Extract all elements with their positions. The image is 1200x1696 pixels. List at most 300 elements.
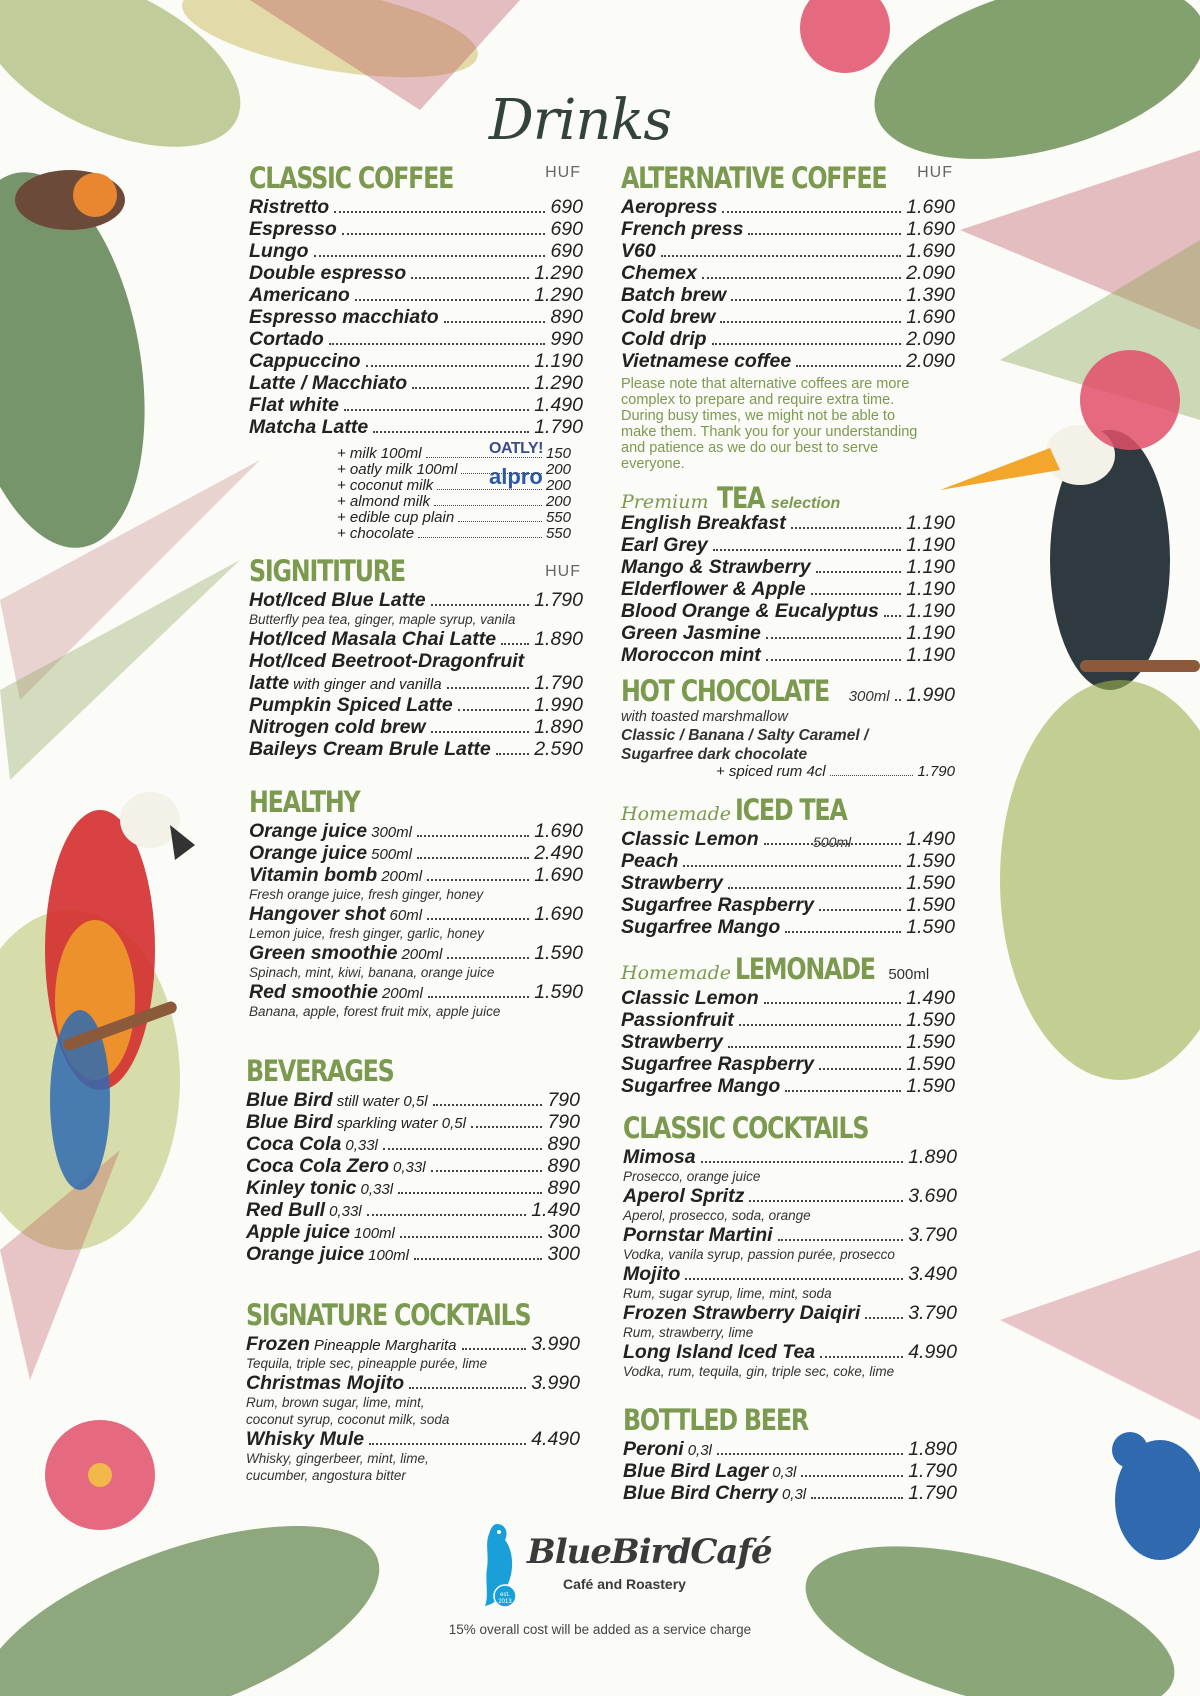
- dot-leader: [314, 255, 546, 257]
- item-price: 300: [547, 1243, 580, 1265]
- menu-item: [623, 1224, 957, 1246]
- item-size: 0,33l: [360, 1181, 394, 1198]
- menu-item: [249, 650, 583, 672]
- item-price: 1.790: [534, 672, 583, 694]
- item-size: 0,33l: [329, 1203, 362, 1220]
- dot-leader: [766, 637, 901, 639]
- item-name: Ristretto: [249, 196, 330, 218]
- section-heading: ALTERNATIVE COFFEE: [621, 161, 887, 195]
- item-price: 1.790: [908, 1482, 957, 1504]
- lemonade-prefix: Homemade: [621, 962, 732, 984]
- item-name: French press: [621, 218, 744, 240]
- item-price: 3.790: [908, 1224, 957, 1246]
- item-name: Batch brew: [621, 284, 727, 306]
- item-name: Blood Orange & Eucalyptus: [621, 600, 879, 622]
- dot-leader: [329, 343, 546, 345]
- item-name: latte: [249, 672, 290, 694]
- dot-leader: [778, 1239, 904, 1241]
- lemonade-size: 500ml: [888, 966, 930, 983]
- dot-leader: [722, 211, 901, 213]
- dot-leader: [431, 604, 530, 606]
- dot-leader: [458, 521, 542, 522]
- item-price: 1.590: [906, 1031, 955, 1053]
- item-price: 1.190: [906, 622, 955, 644]
- item-price: 3.990: [531, 1333, 580, 1355]
- item-price: 1.190: [906, 556, 955, 578]
- menu-item: [621, 850, 955, 872]
- note-line: complex to prepare and require extra time.: [621, 392, 895, 408]
- item-name: English Breakfast: [621, 512, 786, 534]
- dot-leader: [369, 1443, 526, 1445]
- extra-row: [337, 446, 571, 462]
- dot-leader: [355, 299, 529, 301]
- dot-leader: [458, 709, 529, 711]
- section-heading: LEMONADE: [735, 952, 876, 986]
- menu-item: [621, 578, 955, 600]
- dot-leader: [427, 879, 529, 881]
- item-size: 500ml: [371, 846, 412, 863]
- dot-leader: [702, 277, 901, 279]
- item-name: Green Jasmine: [621, 622, 761, 644]
- item-price: 2.090: [906, 262, 955, 284]
- section-heading: CLASSIC COFFEE: [249, 161, 454, 195]
- left-column: [246, 0, 583, 1696]
- dot-leader: [427, 918, 529, 920]
- note-line: Please note that alternative coffees are more: [621, 376, 910, 392]
- menu-item: [249, 820, 583, 842]
- item-name: Cold brew: [621, 306, 716, 328]
- item-price: 1.790: [534, 416, 583, 438]
- item-size: 0,3l: [772, 1464, 797, 1481]
- dot-leader: [766, 659, 901, 661]
- bottled-beer-section: [623, 1402, 957, 1504]
- item-price: 690: [550, 196, 583, 218]
- menu-item: [623, 1146, 957, 1168]
- iced-tea-size: 500ml: [813, 834, 852, 850]
- dot-leader: [728, 1046, 901, 1048]
- menu-item: [249, 196, 583, 218]
- dot-leader: [428, 996, 529, 998]
- menu-item: [246, 1199, 580, 1221]
- item-name: Pornstar Martini: [623, 1224, 773, 1246]
- item-description: Banana, apple, forest fruit mix, apple juice: [249, 1004, 501, 1019]
- item-description: Rum, sugar syrup, lime, mint, soda: [623, 1286, 832, 1301]
- lemonade-section: [621, 951, 955, 1097]
- dot-leader: [412, 387, 529, 389]
- item-price: 2.090: [906, 350, 955, 372]
- palm-leaf-icon: [1000, 1250, 1200, 1420]
- item-description: Lemon juice, fresh ginger, garlic, honey: [249, 926, 484, 941]
- extra-row: + spiced rum 4cl 1.790: [716, 763, 955, 780]
- menu-item: [249, 416, 583, 438]
- logo-name: BlueBirdCafé: [527, 1532, 772, 1572]
- item-name: Blue Bird Cherry: [623, 1482, 778, 1504]
- item-name: Frozen Strawberry Daiqiri: [623, 1302, 861, 1324]
- menu-item: [623, 1185, 957, 1207]
- item-name: Coca Cola Zero: [246, 1155, 390, 1177]
- dot-leader: [701, 1161, 904, 1163]
- item-name: Latte / Macchiato: [249, 372, 408, 394]
- tea-section: [621, 480, 955, 666]
- dot-leader: [720, 321, 901, 323]
- extra-row: [337, 494, 571, 510]
- menu-item: [621, 644, 955, 666]
- dot-leader: [685, 1278, 903, 1280]
- item-name: Peach: [621, 850, 679, 872]
- milk-extras: [337, 446, 571, 542]
- menu-item: [249, 218, 583, 240]
- dot-leader: [712, 343, 902, 345]
- dot-leader: [417, 857, 529, 859]
- item-name: Sugarfree Raspberry: [621, 1053, 814, 1075]
- dot-leader: [801, 1475, 903, 1477]
- oatly-logo: OATLY!: [489, 440, 543, 457]
- extra-row: [337, 462, 571, 478]
- item-size: 60ml: [389, 907, 423, 924]
- dot-leader: [434, 505, 542, 506]
- tea-suffix: selection: [770, 495, 841, 512]
- menu-item: [249, 240, 583, 262]
- item-description: Spinach, mint, kiwi, banana, orange juice: [249, 965, 495, 980]
- section-heading: SIGNATURE COCKTAILS: [246, 1298, 531, 1332]
- menu-item: [623, 1482, 957, 1504]
- item-name: Mojito: [623, 1263, 681, 1285]
- menu-item: [623, 1341, 957, 1363]
- item-price: 1.690: [906, 240, 955, 262]
- menu-item: [246, 1428, 580, 1450]
- item-name: Sugarfree Raspberry: [621, 894, 814, 916]
- item-price: 890: [547, 1133, 580, 1155]
- item-size: with ginger and vanilla: [293, 676, 442, 693]
- item-description: Vodka, rum, tequila, gin, triple sec, coke, lime: [623, 1364, 895, 1379]
- section-heading: SIGNITITURE: [249, 554, 405, 588]
- item-price: 890: [547, 1177, 580, 1199]
- item-size: still water 0,5l: [336, 1093, 428, 1110]
- menu-item: [246, 1155, 580, 1177]
- item-size: 0,33l: [345, 1137, 378, 1154]
- extra-price: 200: [545, 461, 571, 478]
- item-size: Pineapple Margharita: [313, 1337, 457, 1354]
- dot-leader: [471, 1126, 543, 1128]
- item-size: 300ml: [371, 824, 412, 841]
- note-line: and patience as we do our best to serve: [621, 440, 879, 456]
- item-size: 200ml: [381, 985, 423, 1002]
- menu-item: [623, 1302, 957, 1324]
- item-name: Moroccon mint: [621, 644, 761, 666]
- item-price: 1.190: [906, 600, 955, 622]
- item-price: 1.690: [534, 820, 583, 842]
- extra-name: + milk 100ml: [337, 445, 422, 462]
- menu-item: [246, 1333, 580, 1355]
- extra-name: + almond milk: [337, 493, 430, 510]
- item-name: Hot/Iced Masala Chai Latte: [249, 628, 497, 650]
- classic-coffee-section: [249, 160, 583, 438]
- item-price: 1.190: [906, 534, 955, 556]
- dot-leader: [713, 549, 901, 551]
- section-heading: HEALTHY: [249, 785, 360, 819]
- currency-label: HUF: [545, 563, 581, 580]
- item-name: Lungo: [249, 240, 309, 262]
- item-name: Cortado: [249, 328, 324, 350]
- service-charge-note: 15% overall cost will be added as a service charge: [448, 1622, 752, 1637]
- menu-item: [249, 672, 583, 694]
- extra-name: + coconut milk: [337, 477, 434, 494]
- dot-leader: [462, 1348, 527, 1350]
- item-price: 1.890: [908, 1438, 957, 1460]
- item-price: 1.190: [906, 578, 955, 600]
- item-name: Double espresso: [249, 262, 407, 284]
- item-price: 1.990: [534, 694, 583, 716]
- item-name: Christmas Mojito: [246, 1372, 405, 1394]
- dot-leader: [398, 1192, 542, 1194]
- item-name: Orange juice: [249, 842, 368, 864]
- item-size: 0,3l: [781, 1486, 807, 1503]
- item-price: 1.590: [906, 1053, 955, 1075]
- item-description: Butterfly pea tea, ginger, maple syrup, vanila: [249, 612, 516, 627]
- item-price: 1.590: [906, 850, 955, 872]
- menu-item: [621, 894, 955, 916]
- item-price: 1.590: [906, 916, 955, 938]
- menu-item: [621, 284, 955, 306]
- extra-row: [337, 510, 571, 526]
- section-heading: CLASSIC COCKTAILS: [623, 1111, 869, 1145]
- dot-leader: [785, 1090, 901, 1092]
- item-name: Whisky Mule: [246, 1428, 365, 1450]
- note-line: make them. Thank you for your understanding: [621, 424, 918, 440]
- dot-leader: [820, 1356, 903, 1358]
- menu-item: [249, 738, 583, 760]
- item-name: Vitamin bomb: [249, 864, 378, 886]
- item-price: 890: [550, 306, 583, 328]
- item-price: 1.190: [534, 350, 583, 372]
- item-name: Green smoothie: [249, 942, 398, 964]
- dot-leader: [400, 1236, 543, 1238]
- item-description: Whisky, gingerbeer, mint, lime,: [246, 1451, 429, 1466]
- menu-item: [249, 864, 583, 886]
- item-description: Rum, brown sugar, lime, mint,: [246, 1395, 425, 1410]
- item-price: 1.690: [906, 196, 955, 218]
- section-heading: BEVERAGES: [246, 1054, 394, 1088]
- dot-leader: [366, 365, 530, 367]
- currency-label: HUF: [917, 164, 953, 181]
- menu-item: [249, 942, 583, 964]
- item-price: 1.590: [534, 981, 583, 1003]
- item-price: 2.090: [906, 328, 955, 350]
- item-price: 1.590: [906, 1075, 955, 1097]
- iced-tea-prefix: Homemade: [621, 803, 732, 825]
- item-price: 1.290: [534, 372, 583, 394]
- dot-leader: [501, 643, 529, 645]
- menu-item: [623, 1263, 957, 1285]
- item-name: Classic Lemon: [621, 828, 759, 850]
- menu-item: [249, 716, 583, 738]
- item-price: 1.890: [534, 716, 583, 738]
- item-price: 1.690: [906, 218, 955, 240]
- page-title: Drinks: [488, 88, 672, 153]
- menu-item: [249, 628, 583, 650]
- extra-price: 550: [545, 509, 571, 526]
- item-name: Baileys Cream Brule Latte: [249, 738, 491, 760]
- dot-leader: [426, 457, 542, 458]
- menu-item: [246, 1133, 580, 1155]
- menu-item: [621, 600, 955, 622]
- menu-item: [623, 1438, 957, 1460]
- item-name: Blue Bird: [246, 1089, 333, 1111]
- dot-leader: [661, 255, 901, 257]
- item-name: Americano: [249, 284, 350, 306]
- dot-leader: [411, 277, 529, 279]
- dot-leader: [418, 537, 542, 538]
- hot-chocolate-section: [621, 673, 955, 780]
- dot-leader: [785, 931, 901, 933]
- menu-item: [623, 1460, 957, 1482]
- menu-item: [249, 350, 583, 372]
- item-size: sparkling water 0,5l: [336, 1115, 466, 1132]
- dot-leader: [417, 835, 529, 837]
- menu-item: [621, 218, 955, 240]
- extra-name: + chocolate: [337, 525, 415, 542]
- item-price: 3.690: [908, 1185, 957, 1207]
- item-price: 1.590: [906, 872, 955, 894]
- item-price: 1.890: [908, 1146, 957, 1168]
- dot-leader: [334, 211, 545, 213]
- item-name: Flat white: [249, 394, 339, 416]
- item-name: Mimosa: [623, 1146, 696, 1168]
- menu-item: [621, 556, 955, 578]
- item-name: Orange juice: [246, 1243, 365, 1265]
- item-price: 1.490: [534, 394, 583, 416]
- extra-price: 200: [545, 477, 571, 494]
- item-name: Long Island Iced Tea: [623, 1341, 816, 1363]
- item-name: Red Bull: [246, 1199, 326, 1221]
- menu-item: [249, 372, 583, 394]
- item-name: Apple juice: [246, 1221, 351, 1243]
- extra-name: + edible cup plain: [337, 509, 455, 526]
- item-name: Vietnamese coffee: [621, 350, 792, 372]
- menu-item: [249, 903, 583, 925]
- dot-leader: [764, 1002, 902, 1004]
- item-price: 2.490: [534, 842, 583, 864]
- item-price: 1.890: [534, 628, 583, 650]
- item-price: 890: [547, 1155, 580, 1177]
- dot-leader: [811, 593, 902, 595]
- menu-item: [621, 328, 955, 350]
- item-description: coconut syrup, coconut milk, soda: [246, 1412, 450, 1427]
- hibiscus-icon: [1080, 350, 1180, 450]
- item-name: Aperol Spritz: [623, 1185, 745, 1207]
- item-name: Strawberry: [621, 872, 723, 894]
- section-heading: ICED TEA: [735, 793, 848, 827]
- dot-leader: [447, 957, 529, 959]
- item-size: 0,3l: [687, 1442, 712, 1459]
- item-name: Matcha Latte: [249, 416, 369, 438]
- menu-item: [621, 987, 955, 1009]
- hot-chocolate-price: 1.990: [906, 684, 955, 706]
- dot-leader: [819, 909, 901, 911]
- alternative-coffee-note: [621, 376, 955, 472]
- currency-label: HUF: [545, 164, 581, 181]
- menu-item: [621, 534, 955, 556]
- menu-item: [621, 872, 955, 894]
- section-heading: HOT CHOCOLATE: [621, 674, 830, 708]
- extra-name: + oatly milk 100ml: [337, 461, 458, 478]
- right-column: [621, 0, 955, 1696]
- item-size: 100ml: [354, 1225, 395, 1242]
- dot-leader: [739, 1024, 902, 1026]
- healthy-section: [249, 784, 583, 1020]
- menu-item: [621, 240, 955, 262]
- item-name: Strawberry: [621, 1031, 723, 1053]
- note-line: During busy times, we might not be able to: [621, 408, 896, 424]
- dot-leader: [728, 887, 901, 889]
- dot-leader: [791, 527, 901, 529]
- alternative-coffee-section: [621, 160, 955, 472]
- item-name: Elderflower & Apple: [621, 578, 806, 600]
- dot-leader: [865, 1317, 903, 1319]
- menu-item: [621, 622, 955, 644]
- menu-item: [249, 328, 583, 350]
- leaf-icon: [1000, 680, 1200, 1080]
- item-name: Chemex: [621, 262, 697, 284]
- item-price: 790: [547, 1089, 580, 1111]
- item-description: Aperol, prosecco, soda, orange: [623, 1208, 811, 1223]
- logo-subtitle: Café and Roastery: [563, 1576, 686, 1592]
- item-price: 1.490: [906, 828, 955, 850]
- item-name: Espresso macchiato: [249, 306, 439, 328]
- item-name: Red smoothie: [249, 981, 378, 1003]
- item-price: 2.590: [534, 738, 583, 760]
- item-price: 1.590: [534, 942, 583, 964]
- item-price: 300: [547, 1221, 580, 1243]
- signature-section: [249, 553, 583, 760]
- item-name: Peroni: [623, 1438, 684, 1460]
- dot-leader: [748, 233, 901, 235]
- dot-leader: [431, 1170, 543, 1172]
- item-price: 1.190: [906, 512, 955, 534]
- dot-leader: [437, 489, 542, 490]
- item-price: 990: [550, 328, 583, 350]
- item-name: Espresso: [249, 218, 337, 240]
- item-price: 690: [550, 218, 583, 240]
- extra-price: 200: [545, 493, 571, 510]
- dot-leader: [414, 1258, 542, 1260]
- dot-leader: [367, 1214, 527, 1216]
- item-description: Prosecco, orange juice: [623, 1169, 761, 1184]
- tea-prefix: Premium: [621, 491, 709, 513]
- item-price: 1.290: [534, 262, 583, 284]
- menu-item: [249, 394, 583, 416]
- item-price: 3.490: [908, 1263, 957, 1285]
- item-price: 3.990: [531, 1372, 580, 1394]
- item-price: 4.490: [531, 1428, 580, 1450]
- note-line: everyone.: [621, 456, 685, 472]
- item-price: 3.790: [908, 1302, 957, 1324]
- item-price: 1.490: [531, 1199, 580, 1221]
- item-name: Frozen: [246, 1333, 310, 1355]
- item-price: 690: [550, 240, 583, 262]
- est-badge: est. 2013: [498, 1592, 512, 1605]
- menu-item: [621, 196, 955, 218]
- item-name: Cold drip: [621, 328, 707, 350]
- menu-item: [621, 1053, 955, 1075]
- item-name: Aeropress: [621, 196, 718, 218]
- section-heading: TEA: [716, 481, 765, 515]
- menu-item: [246, 1221, 580, 1243]
- item-name: Kinley tonic: [246, 1177, 357, 1199]
- menu-item: [621, 306, 955, 328]
- item-price: 4.990: [908, 1341, 957, 1363]
- dot-leader: [433, 1104, 543, 1106]
